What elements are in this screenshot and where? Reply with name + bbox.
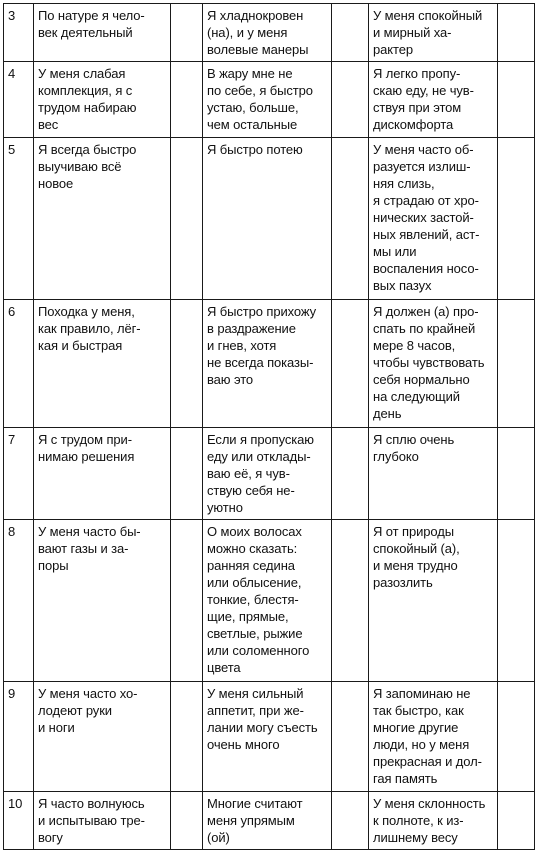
score-cell-c (498, 4, 535, 62)
cell-option-c: У меня часто об- разуется излиш- няя слизь, я страдаю от хро- нических застой- ных явлений, аст- мы или воспаления носо- вых пазух (369, 138, 498, 300)
score-cell-a (171, 682, 203, 792)
score-cell-c (498, 62, 535, 138)
score-cell-a (171, 300, 203, 428)
row-number: 4 (4, 62, 34, 138)
table-body (4, 4, 535, 850)
cell-option-b: Я быстро потею (203, 138, 332, 300)
cell-option-a: У меня часто бы- вают газы и за- поры (34, 520, 171, 682)
cell-option-b: Многие считают меня упрямым (ой) (203, 792, 332, 850)
row-number: 8 (4, 520, 34, 682)
cell-option-b: Если я пропускаю еду или отклады- ваю её, я чув- ствую себя не- уютно (203, 428, 332, 520)
score-cell-b (332, 792, 369, 850)
score-cell-c (498, 520, 535, 682)
score-cell-b (332, 62, 369, 138)
score-cell-b (332, 682, 369, 792)
cell-option-b: Я быстро прихожу в раздражение и гнев, хотя не всегда показы- ваю это (203, 300, 332, 428)
row-number: 10 (4, 792, 34, 850)
score-cell-b (332, 428, 369, 520)
table-row (4, 138, 535, 300)
table-row (4, 682, 535, 792)
row-number: 6 (4, 300, 34, 428)
score-cell-b (332, 4, 369, 62)
cell-option-a: Я часто волнуюсь и испытываю тре- вогу (34, 792, 171, 850)
score-cell-c (498, 792, 535, 850)
score-cell-a (171, 792, 203, 850)
cell-option-c: У меня склонность к полноте, к из- лишнему весу (369, 792, 498, 850)
score-cell-a (171, 4, 203, 62)
table-row (4, 792, 535, 850)
table-row (4, 62, 535, 138)
cell-option-c: Я сплю очень глубоко (369, 428, 498, 520)
row-number: 5 (4, 138, 34, 300)
table-row (4, 300, 535, 428)
row-number: 3 (4, 4, 34, 62)
cell-option-b: Я хладнокровен (на), и у меня волевые манеры (203, 4, 332, 62)
table-row (4, 520, 535, 682)
cell-option-c: Я легко пропу- скаю еду, не чув- ствуя при этом дискомфорта (369, 62, 498, 138)
score-cell-a (171, 428, 203, 520)
score-cell-a (171, 62, 203, 138)
questionnaire-table (3, 3, 535, 850)
score-cell-b (332, 138, 369, 300)
score-cell-a (171, 520, 203, 682)
score-cell-b (332, 520, 369, 682)
cell-option-a: По натуре я чело- век деятельный (34, 4, 171, 62)
score-cell-b (332, 300, 369, 428)
cell-option-a: У меня слабая комплекция, я с трудом набираю вес (34, 62, 171, 138)
row-number: 7 (4, 428, 34, 520)
row-number: 9 (4, 682, 34, 792)
cell-option-b: О моих волосах можно сказать: ранняя седина или облысение, тонкие, блестя- щие, прямые, светлые, рыжие или соломенного цвета (203, 520, 332, 682)
score-cell-c (498, 682, 535, 792)
cell-option-a: Я с трудом при- нимаю решения (34, 428, 171, 520)
cell-option-c: Я от природы спокойный (а), и меня трудно разозлить (369, 520, 498, 682)
score-cell-c (498, 428, 535, 520)
score-cell-c (498, 138, 535, 300)
table-row (4, 4, 535, 62)
cell-option-b: У меня сильный аппетит, при же- лании могу съесть очень много (203, 682, 332, 792)
score-cell-a (171, 138, 203, 300)
cell-option-a: Походка у меня, как правило, лёг- кая и быстрая (34, 300, 171, 428)
score-cell-c (498, 300, 535, 428)
cell-option-a: У меня часто хо- лодеют руки и ноги (34, 682, 171, 792)
cell-option-b: В жару мне не по себе, я быстро устаю, больше, чем остальные (203, 62, 332, 138)
cell-option-a: Я всегда быстро выучиваю всё новое (34, 138, 171, 300)
cell-option-c: Я запоминаю не так быстро, как многие другие люди, но у меня прекрасная и дол- гая память (369, 682, 498, 792)
cell-option-c: Я должен (а) про- спать по крайней мере 8 часов, чтобы чувствовать себя нормально на следующий день (369, 300, 498, 428)
cell-option-c: У меня спокойный и мирный ха- рактер (369, 4, 498, 62)
table-row (4, 428, 535, 520)
